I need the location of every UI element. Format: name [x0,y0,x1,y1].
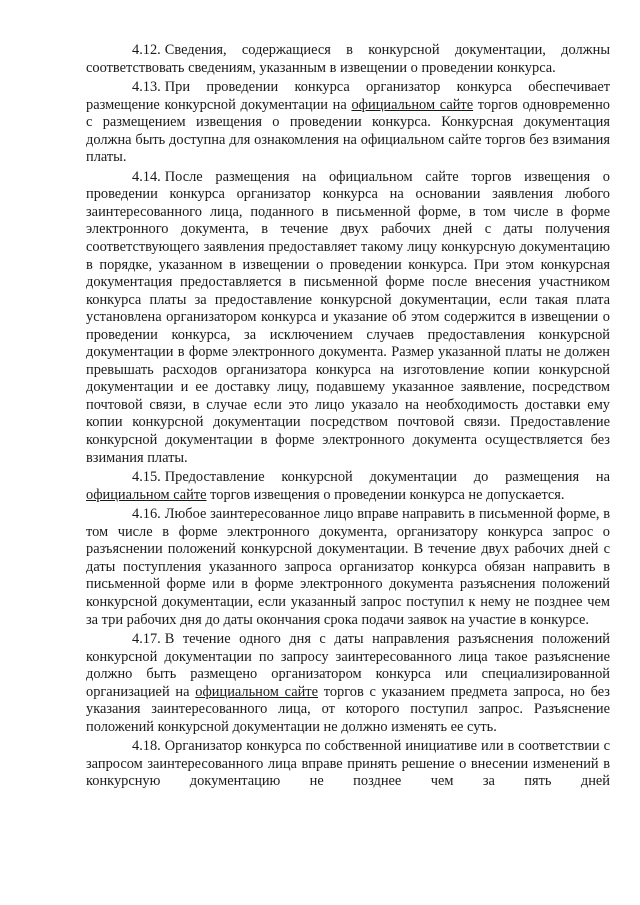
paragraph-text: При проведении конкурса организатор конкурса обеспечивает размещение конкурсной документации на [86,79,610,113]
paragraph-text: торгов извещения о проведении конкурса не допускается. [206,486,565,503]
paragraph-4-15 [86,469,610,504]
paragraph-number: 4.16. [132,506,161,523]
paragraph-number: 4.15. [132,469,161,486]
paragraph-4-12 [86,42,610,77]
paragraph-text: Организатор конкурса по собственной инициативе или в соответствии с запросом заинтересованного лица вправе принять решение о внесении изменений в конкурсную документацию не позднее чем за пять дней [86,738,610,790]
official-site-term: официальном сайте [195,683,318,700]
paragraph-text: Любое заинтересованное лицо вправе направить в письменной форме, в том числе в форме электронного документа, организатору конкурса запрос о разъяснении положений конкурсной документации. В течение двух рабочих дней с даты поступления указанного запроса организатор конкурса обязан направить в письменной форме или в форме электронного документа разъяснения положений конкурсной документации, если указанный запрос поступил к нему не позднее чем за три рабочих дня до даты окончания срока подачи заявок на участие в конкурсе. [86,506,610,628]
paragraph-4-13 [86,79,610,167]
paragraph-4-14 [86,169,610,467]
paragraph-text: торгов с указанием предмета запроса, но без указания заинтересованного лица, от которого поступил запрос. Разъяснение положений конкурсной документации не должно изменять ее суть. [86,683,610,735]
paragraph-text: Предоставление конкурсной документации до размещения на [164,469,610,486]
paragraph-number: 4.18. [132,738,161,755]
paragraph-number: 4.14. [132,168,161,185]
paragraph-number: 4.12. [132,42,161,58]
paragraph-number: 4.13. [132,79,161,96]
paragraph-text: После размещения на официальном сайте торгов извещения о проведении конкурса организатор конкурса на основании заявления любого заинтересованного лица, поданного в письменной форме, в том числе в форме электронного документа, в течение двух рабочих дней с даты получения соответствующего заявления предоставляет такому лицу конкурсную документацию в порядке, указанном в извещении о проведении конкурса. При этом конкурсная документация предоставляется в письменной форме после внесения участником конкурса платы за предоставление конкурсной документации, если такая плата установлена организатором конкурса и указание об этом содержится в извещении о проведении конкурса, за исключением случаев предоставления конкурсной документации в форме электронного документа. Размер указанной платы не должен превышать расходов организатора конкурса на изготовление копии конкурсной документации и ее доставку лицу, подавшему указанное заявление, посредством почтовой связи, в случае если это лицо указало на необходимость доставки ему копии конкурсной документации посредством почтовой связи. Предоставление конкурсной документации в форме электронного документа осуществляется без взимания платы. [86,168,610,466]
paragraph-text: В течение одного дня с даты направления разъяснения положений конкурсной документации по запросу заинтересованного лица такое разъяснение должно быть размещено организатором конкурса или специализированной организацией на [86,631,610,700]
official-site-term: официальном сайте [351,96,474,113]
paragraph-text: Сведения, содержащиеся в конкурсной документации, должны соответствовать сведениям, указанным в извещении о проведении конкурса. [86,42,610,76]
official-site-term: официальном сайте [86,486,207,503]
paragraph-4-18 [86,738,610,791]
document-page [86,42,610,793]
paragraph-4-17 [86,631,610,736]
paragraph-number: 4.17. [132,631,161,648]
paragraph-text: торгов одновременно с размещением извещения о проведении конкурса. Конкурсная документация должна быть доступна для ознакомления на официальном сайте торгов без взимания платы. [86,96,610,166]
paragraph-4-16 [86,506,610,629]
